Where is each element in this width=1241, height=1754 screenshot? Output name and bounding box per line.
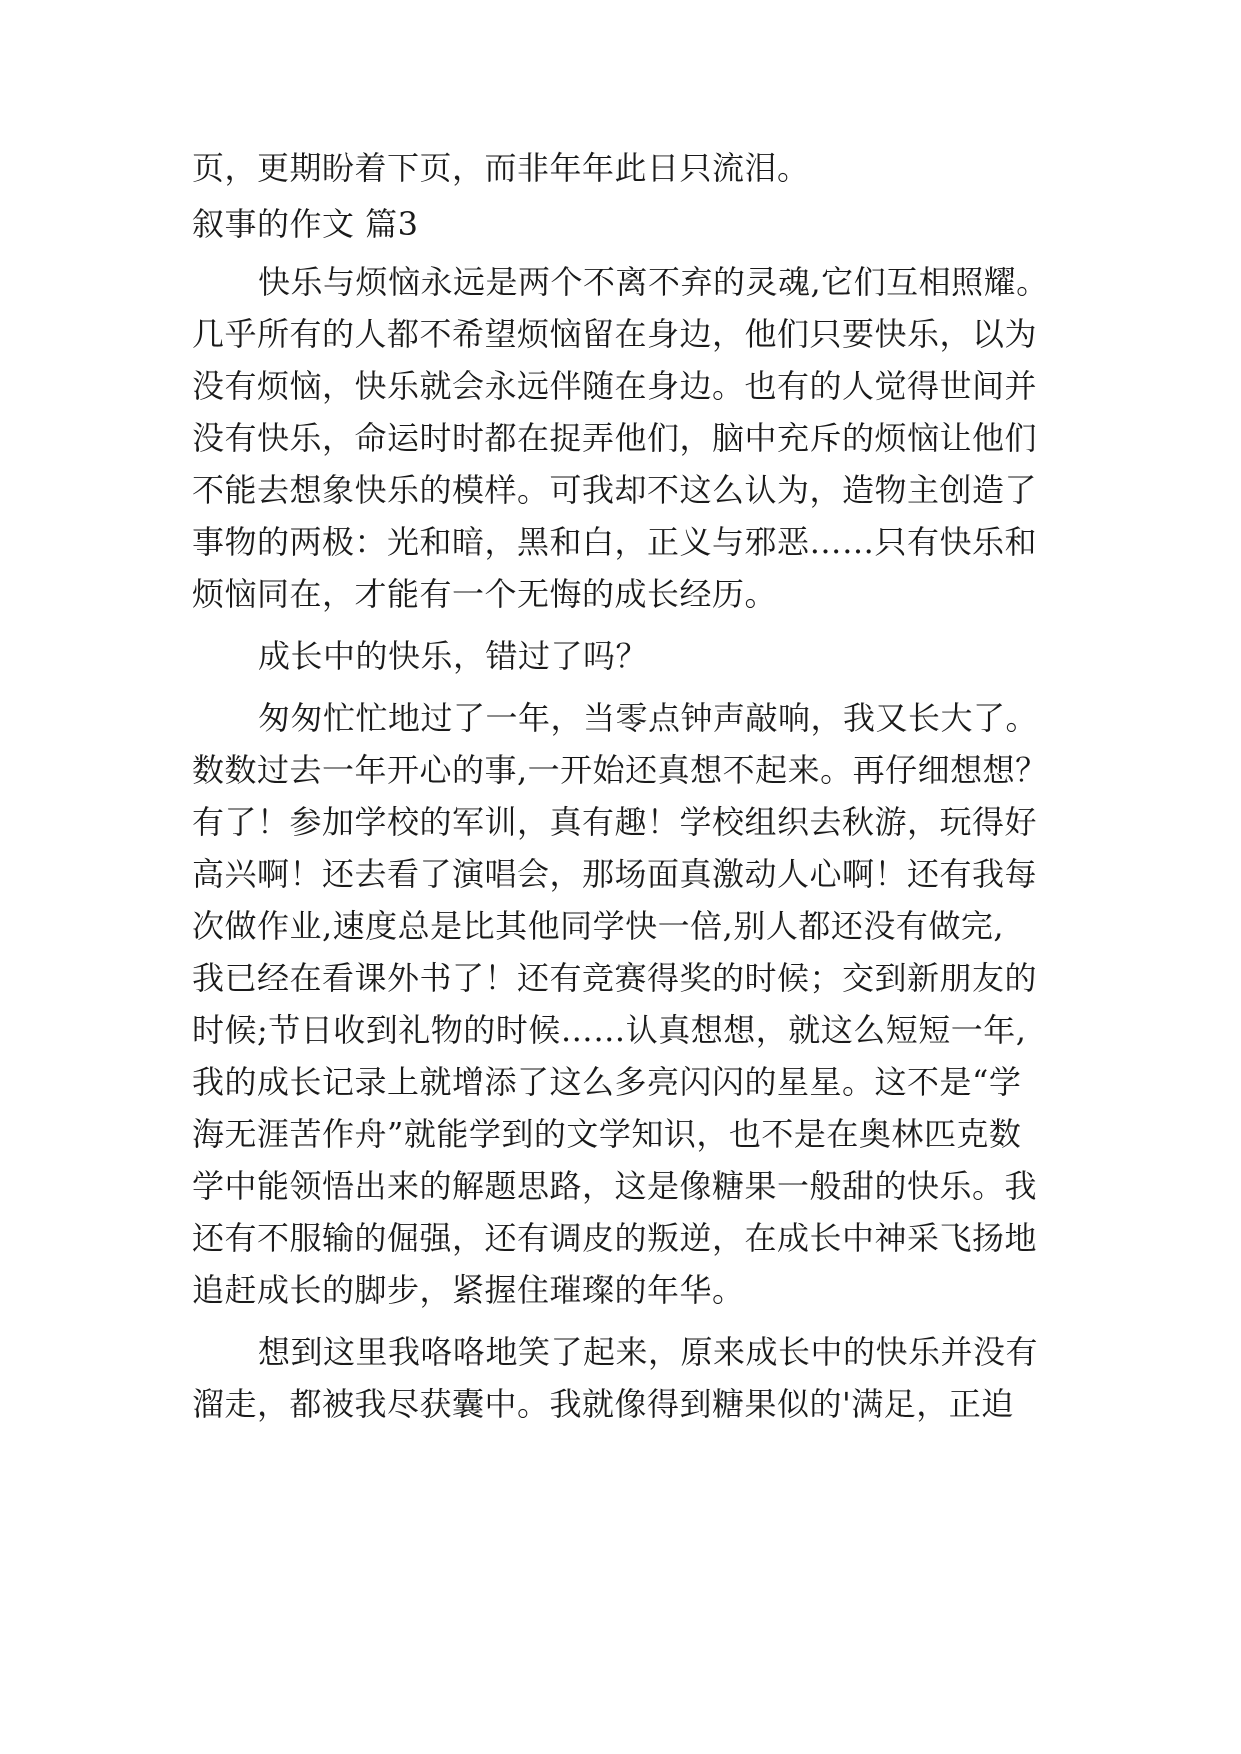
text-line: 学中能领悟出来的解题思路，这是像糖果一般甜的快乐。我	[192, 1167, 1038, 1205]
text-line: 溜走，都被我尽获囊中。我就像得到糖果似的'满足，正迫	[192, 1385, 1014, 1423]
paragraph-first-line: 成长中的快乐，错过了吗？	[258, 637, 649, 675]
text-line: 不能去想象快乐的模样。可我却不这么认为，造物主创造了	[192, 471, 1038, 509]
text-line: 数数过去一年开心的事,一开始还真想不起来。再仔细想想？	[192, 751, 1048, 789]
text-line: 事物的两极：光和暗，黑和白，正义与邪恶……只有快乐和	[192, 523, 1038, 561]
text-line: 烦恼同在，才能有一个无悔的成长经历。	[192, 575, 778, 613]
text-line: 我的成长记录上就增添了这么多亮闪闪的星星。这不是“学	[192, 1063, 1022, 1101]
paragraph-first-line: 匆匆忙忙地过了一年，当零点钟声敲响，我又长大了。	[258, 699, 1039, 737]
text-line: 几乎所有的人都不希望烦恼留在身边，他们只要快乐，以为	[192, 315, 1038, 353]
text-line: 次做作业,速度总是比其他同学快一倍,别人都还没有做完,	[192, 907, 1005, 945]
paragraph-first-line: 想到这里我咯咯地笑了起来，原来成长中的快乐并没有	[258, 1333, 1039, 1371]
text-line: 高兴啊！还去看了演唱会，那场面真激动人心啊！还有我每	[192, 855, 1038, 893]
text-line: 追赶成长的脚步，紧握住璀璨的年华。	[192, 1271, 745, 1309]
text-line: 没有快乐，命运时时都在捉弄他们，脑中充斥的烦恼让他们	[192, 419, 1038, 457]
section-heading: 叙事的作文 篇3	[192, 205, 419, 243]
text-line: 有了！参加学校的军训，真有趣！学校组织去秋游，玩得好	[192, 803, 1038, 841]
text-line: 时候;节日收到礼物的时候……认真想想，就这么短短一年,	[192, 1011, 1027, 1049]
text-line: 还有不服输的倔强，还有调皮的叛逆，在成长中神采飞扬地	[192, 1219, 1038, 1257]
paragraph-first-line: 快乐与烦恼永远是两个不离不弃的灵魂,它们互相照耀。	[258, 263, 1049, 301]
text-line: 我已经在看课外书了！还有竞赛得奖的时候；交到新朋友的	[192, 959, 1038, 997]
text-line: 海无涯苦作舟”就能学到的文学知识，也不是在奥林匹克数	[192, 1115, 1022, 1153]
text-line: 页，更期盼着下页，而非年年此日只流泪。	[192, 149, 810, 187]
text-line: 没有烦恼，快乐就会永远伴随在身边。也有的人觉得世间并	[192, 367, 1038, 405]
